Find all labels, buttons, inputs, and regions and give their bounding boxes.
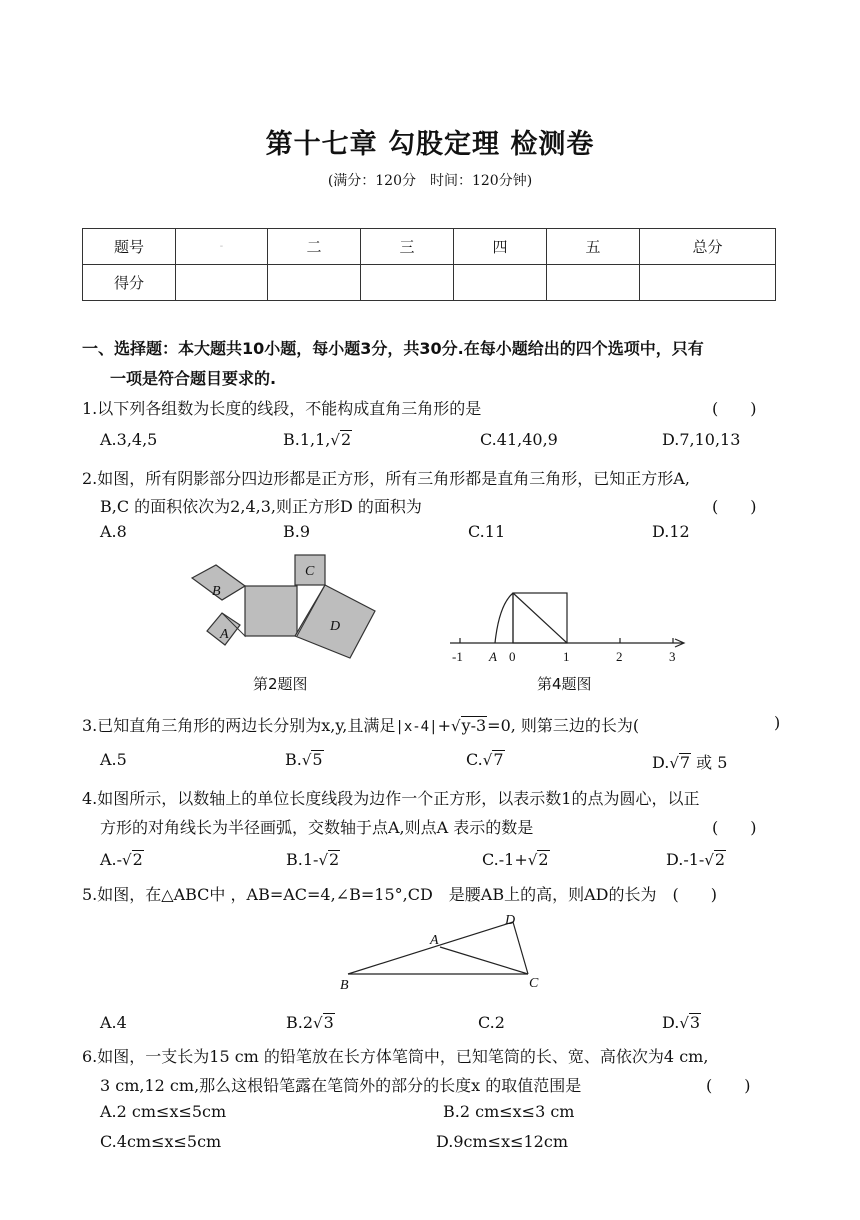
label-three: 3 [669,649,676,664]
table-cell: 四 [454,229,547,265]
side-bd [348,922,513,974]
diagonal [513,593,567,643]
q6-option-b: B.2 cm≤x≤3 cm [443,1102,575,1121]
q1-option-d: D.7,10,13 [662,430,741,449]
label-b: B [212,584,221,599]
score-table [82,228,776,301]
q6-option-d: D.9cm≤x≤12cm [436,1132,568,1151]
table-cell: 得分 [83,265,176,301]
table-cell: - [176,229,268,265]
label-c: C [529,976,539,991]
q1-option-b: B.1,1,√2 [283,430,352,449]
question-2-line2: B,C 的面积依次为2,4,3,则正方形D 的面积为 [100,497,422,516]
answer-paren[interactable]: ( ) [712,497,757,516]
q2-option-a: A.8 [100,522,127,541]
height-cd [513,922,528,974]
q2-option-c: C.11 [468,522,506,541]
label-d: D [505,913,516,928]
table-cell[interactable] [361,265,454,301]
q3-option-a: A.5 [100,750,127,769]
question-1-stem: 1.以下列各组数为长度的线段，不能构成直角三角形的是 [82,399,482,418]
table-cell: 总分 [640,229,776,265]
q4-option-a: A.-√2 [100,850,143,869]
label-zero: 0 [509,649,516,664]
figure-5-triangle [330,908,550,993]
question-6-line1: 6.如图，一支长为15 cm 的铅笔放在长方体笔筒中，已知笔筒的长、宽、高依次为4 cm, [82,1047,709,1066]
label-b: B [340,978,349,993]
center-square [245,586,297,636]
label-one: 1 [563,649,570,664]
q4-option-c: C.-1+√2 [482,850,549,869]
label-a: A [489,649,497,664]
q3-option-c: C.√7 [466,750,504,769]
answer-paren[interactable]: ( ) [712,399,757,418]
arc [495,593,513,643]
label-a: A [430,933,439,948]
q6-option-a: A.2 cm≤x≤5cm [100,1102,227,1121]
table-cell: 三 [361,229,454,265]
answer-paren[interactable]: ( ) [712,818,757,837]
table-cell[interactable] [454,265,547,301]
q6-option-c: C.4cm≤x≤5cm [100,1132,222,1151]
figure-4-number-line [445,585,695,670]
label-minus-one: -1 [452,649,463,664]
page-title: 第十七章 勾股定理 检测卷 [265,129,595,160]
question-4-line1: 4.如图所示，以数轴上的单位长度线段为边作一个正方形，以表示数1的点为圆心，以正 [82,789,700,808]
label-c: C [305,564,315,579]
question-2-line1: 2.如图，所有阴影部分四边形都是正方形，所有三角形都是直角三角形，已知正方形A, [82,469,690,488]
table-cell[interactable] [640,265,776,301]
figure-2-squares [185,550,395,670]
q2-option-d: D.12 [652,522,690,541]
page-subtitle: (满分：120分 时间：120分钟) [327,173,533,189]
section-heading-cont: 一项是符合题目要求的. [110,369,277,388]
question-6-line2: 3 cm,12 cm,那么这根铅笔露在笔筒外的部分的长度x 的取值范围是 [100,1076,582,1095]
q5-option-b: B.2√3 [286,1013,334,1032]
section-heading: 一、选择题：本大题共10小题，每小题3分，共30分.在每小题给出的四个选项中，只有 [82,339,704,358]
side-ac [440,947,528,974]
label-a: A [220,627,229,642]
q1-option-a: A.3,4,5 [100,430,158,449]
figure-2-caption: 第2题图 [253,675,308,693]
q5-option-d: D.√3 [662,1013,701,1032]
question-4-line2: 方形的对角线长为半径画弧，交数轴于点A,则点A 表示的数是 [100,818,534,837]
table-row [83,265,776,301]
table-cell: 二 [268,229,361,265]
table-cell[interactable] [176,265,268,301]
q1-option-c: C.41,40,9 [480,430,558,449]
q3-option-d: D.√7 或 5 [652,753,728,772]
answer-paren[interactable]: ( ) [706,1076,751,1095]
label-two: 2 [616,649,623,664]
q5-option-a: A.4 [100,1013,127,1032]
figure-4-caption: 第4题图 [537,675,592,693]
question-3-close[interactable]: ) [774,713,781,732]
table-cell: 五 [547,229,640,265]
table-cell: 题号 [83,229,176,265]
q4-option-d: D.-1-√2 [666,850,726,869]
q4-option-b: B.1-√2 [286,850,340,869]
label-d: D [330,619,341,634]
table-cell[interactable] [547,265,640,301]
q5-option-c: C.2 [478,1013,505,1032]
q3-option-b: B.√5 [285,750,323,769]
table-cell[interactable] [268,265,361,301]
q2-option-b: B.9 [283,522,311,541]
question-5-stem: 5.如图，在△ABC中 ，AB=AC=4,∠B=15°,CD 是腰AB上的高，则AD的长为 ( ) [82,885,717,904]
table-row [83,229,776,265]
question-3-stem: 3.已知直角三角形的两边长分别为x,y,且满足|x-4|+√y-3=0, 则第三边的长为( [82,716,640,735]
